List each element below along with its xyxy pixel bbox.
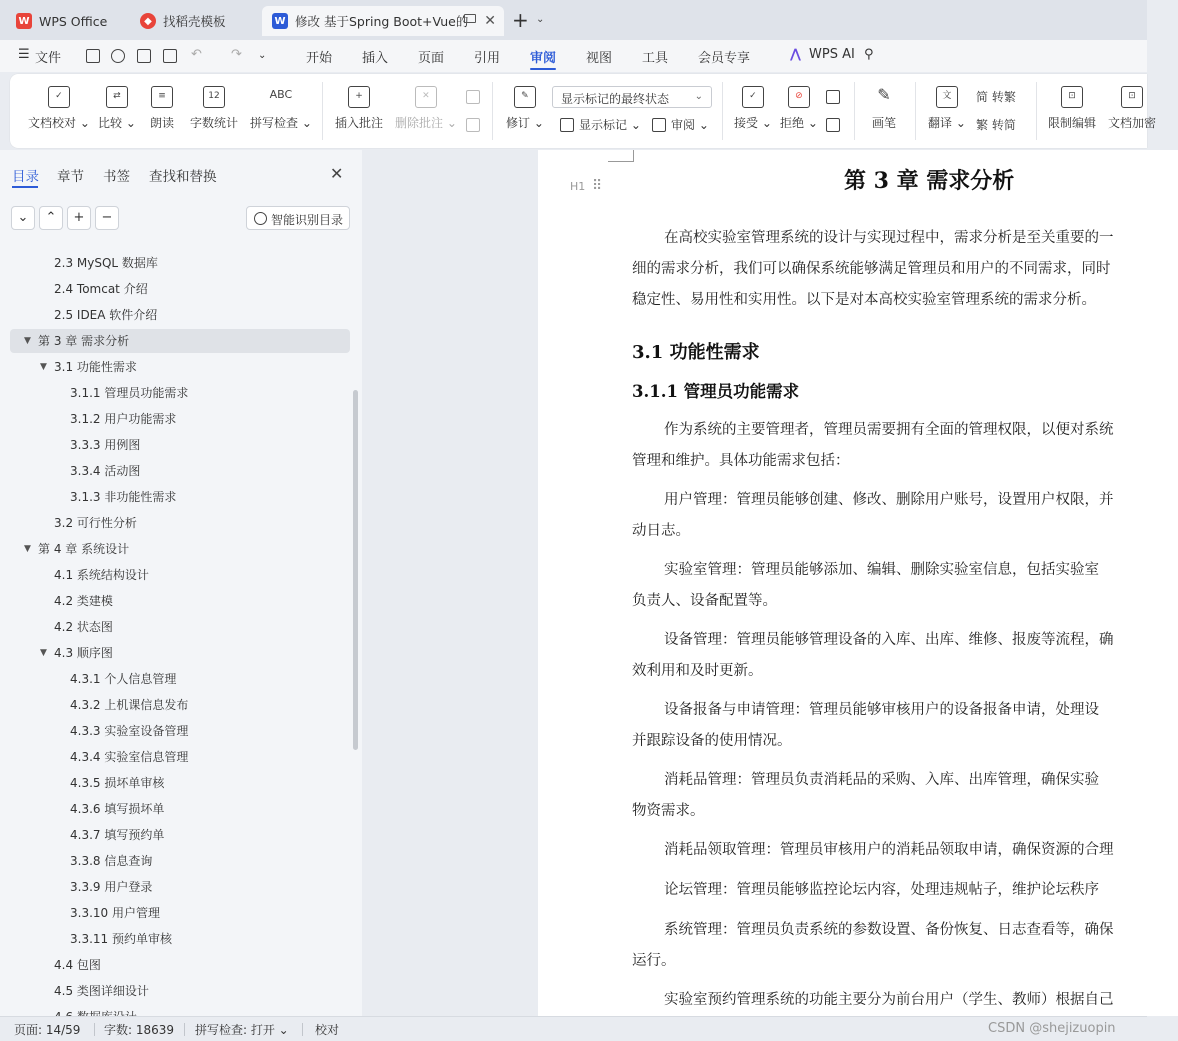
active-menu-underline bbox=[530, 68, 556, 70]
toc-item-label: 2.5 IDEA 软件介绍 bbox=[54, 308, 158, 322]
paragraph-line: 作为系统的主要管理者，管理员需要拥有全面的管理权限，以便对系统 bbox=[664, 422, 1114, 438]
toc-item[interactable] bbox=[10, 563, 340, 587]
toc-item[interactable] bbox=[10, 381, 340, 405]
pen-button[interactable]: ✎ 画笔 bbox=[872, 85, 897, 130]
read-aloud-button[interactable]: ≡ 朗读 bbox=[150, 86, 174, 131]
expand-arrow-icon[interactable]: ▼ bbox=[24, 544, 31, 554]
status-separator bbox=[302, 1023, 303, 1036]
toc-item[interactable] bbox=[10, 693, 340, 717]
toc-item[interactable] bbox=[10, 875, 340, 899]
pen-icon: ✎ bbox=[877, 85, 891, 104]
doc-check-button[interactable]: ✓ 文档校对 ⌄ bbox=[28, 86, 90, 131]
print-icon[interactable] bbox=[137, 49, 151, 63]
save-icon[interactable] bbox=[86, 49, 100, 63]
print-preview-icon[interactable] bbox=[163, 49, 177, 63]
toc-item-label: 4.3.6 填写损坏单 bbox=[70, 802, 165, 816]
read-aloud-icon: ≡ bbox=[151, 86, 173, 108]
translate-icon: 文 bbox=[936, 86, 958, 108]
page-corner-mark bbox=[608, 150, 634, 162]
toc-item-label: 3.3.3 用例图 bbox=[70, 438, 141, 452]
word-count-icon: 12 bbox=[203, 86, 225, 108]
nav-tab-find-replace[interactable]: 查找和替换 bbox=[149, 169, 217, 185]
revise-button[interactable]: ✎ 修订 ⌄ bbox=[506, 86, 544, 131]
toc-item-label: 第 4 章 系统设计 bbox=[38, 542, 130, 556]
toc-item-label: 2.4 Tomcat 介绍 bbox=[54, 282, 148, 296]
toc-item-label: 3.3.11 预约单审核 bbox=[70, 932, 172, 946]
translate-button[interactable]: 文 翻译 ⌄ bbox=[928, 86, 966, 131]
show-markup-button[interactable]: 显示标记 ⌄ bbox=[560, 116, 641, 133]
expand-up-icon[interactable]: ⌃ bbox=[39, 206, 63, 230]
tab-label: WPS Office bbox=[39, 13, 108, 29]
review-pane-button[interactable]: 审阅 ⌄ bbox=[652, 116, 709, 133]
add-heading-icon[interactable]: + bbox=[67, 206, 91, 230]
insert-comment-icon: + bbox=[348, 86, 370, 108]
nav-tab-underline bbox=[12, 186, 38, 188]
toc-item-label: 3.3.8 信息查询 bbox=[70, 854, 153, 868]
collapse-all-icon[interactable]: ⌄ bbox=[11, 206, 35, 230]
nav-tab-sections[interactable]: 章节 bbox=[57, 169, 84, 185]
undo-icon[interactable]: ↶ bbox=[191, 47, 202, 62]
ribbon-separator bbox=[322, 82, 323, 140]
toc-item[interactable] bbox=[10, 251, 340, 275]
smart-toc-icon bbox=[254, 212, 267, 225]
status-separator bbox=[184, 1023, 185, 1036]
compare-icon: ⇄ bbox=[106, 86, 128, 108]
paragraph-line: 负责人、设备配置等。 bbox=[632, 593, 777, 609]
accept-button[interactable]: ✓ 接受 ⌄ bbox=[734, 86, 772, 131]
spell-check-icon: ABC bbox=[269, 88, 293, 101]
toc-item-label: 4.2 状态图 bbox=[54, 620, 113, 634]
document-page[interactable] bbox=[538, 150, 1178, 1016]
toc-item-label: 4.3.1 个人信息管理 bbox=[70, 672, 177, 686]
toc-item[interactable] bbox=[10, 485, 340, 509]
menu-page[interactable]: 页面 bbox=[418, 51, 445, 66]
close-tab-icon[interactable]: ✕ bbox=[484, 13, 496, 29]
toc-item-label: 4.3.2 上机课信息发布 bbox=[70, 698, 189, 712]
hamburger-icon[interactable]: ☰ bbox=[18, 47, 30, 62]
new-tab-icon[interactable]: + bbox=[512, 8, 529, 32]
search-icon[interactable]: ⚲ bbox=[864, 47, 874, 62]
expand-arrow-icon[interactable]: ▼ bbox=[40, 648, 47, 658]
toc-item-label: 4.2 类建模 bbox=[54, 594, 113, 608]
menu-view[interactable]: 视图 bbox=[586, 51, 613, 66]
paragraph-line: 论坛管理：管理员能够监控论坛内容，处理违规帖子，维护论坛秩序 bbox=[664, 882, 1099, 898]
word-count[interactable]: 字数: 18639 bbox=[104, 1023, 175, 1037]
menu-references[interactable]: 引用 bbox=[474, 51, 501, 66]
encrypt-icon: ⊡ bbox=[1121, 86, 1143, 108]
menu-wps-ai[interactable]: WPS AI bbox=[809, 47, 855, 62]
wps-ai-icon[interactable]: ⋀ bbox=[790, 47, 801, 62]
menu-bar bbox=[0, 40, 1147, 72]
wps-logo-icon: W bbox=[16, 13, 32, 29]
menu-insert[interactable]: 插入 bbox=[362, 51, 389, 66]
paragraph-line: 动日志。 bbox=[632, 523, 690, 539]
toc-item-label: 4.4 包图 bbox=[54, 958, 101, 972]
toc-item[interactable] bbox=[10, 823, 340, 847]
toc-item-label: 3.1.3 非功能性需求 bbox=[70, 490, 177, 504]
smart-toc-button[interactable]: 智能识别目录 bbox=[246, 206, 350, 230]
paragraph-line: 消耗品领取管理：管理员审核用户的消耗品领取申请，确保资源的合理 bbox=[664, 842, 1114, 858]
paragraph-line: 实验室管理：管理员能够添加、编辑、删除实验室信息，包括实验室 bbox=[664, 562, 1099, 578]
paragraph-line: 物资需求。 bbox=[632, 803, 705, 819]
docer-icon: ◆ bbox=[140, 13, 156, 29]
spell-check-button[interactable]: ABC 拼写检查 ⌄ bbox=[250, 88, 312, 130]
paragraph-line: 实验室预约管理系统的功能主要分为前台用户（学生、教师）根据自己 bbox=[664, 992, 1114, 1008]
title-tab-bar bbox=[0, 0, 1147, 40]
ribbon-separator bbox=[854, 82, 855, 140]
nav-tab-bookmarks[interactable]: 书签 bbox=[103, 169, 130, 185]
paragraph-line: 运行。 bbox=[632, 953, 676, 969]
toc-item[interactable] bbox=[10, 797, 340, 821]
markup-state-select[interactable]: 显示标记的最终状态 ⌄ bbox=[552, 86, 712, 108]
paragraph-line: 消耗品管理：管理员负责消耗品的采购、入库、出库管理，确保实验 bbox=[664, 772, 1099, 788]
menu-member[interactable]: 会员专享 bbox=[698, 51, 751, 66]
toc-item-label: 4.3.3 实验室设备管理 bbox=[70, 724, 189, 738]
review-pane-icon bbox=[652, 118, 666, 132]
toc-item-label: 3.3.4 活动图 bbox=[70, 464, 141, 478]
next-change-icon[interactable] bbox=[826, 118, 840, 132]
toc-item-label: 3.1 功能性需求 bbox=[54, 360, 137, 374]
toc-item-label: 4.3.7 填写预约单 bbox=[70, 828, 165, 842]
show-markup-icon bbox=[560, 118, 574, 132]
chevron-down-icon[interactable]: ⌄ bbox=[536, 14, 545, 25]
accept-icon: ✓ bbox=[742, 86, 764, 108]
lock-doc-icon: ⊡ bbox=[1061, 86, 1083, 108]
expand-arrow-icon[interactable]: ▼ bbox=[24, 336, 31, 346]
spell-check-status[interactable]: 拼写检查: 打开 ⌄ bbox=[195, 1023, 289, 1037]
menu-review[interactable]: 审阅 bbox=[530, 51, 557, 66]
toc-item-label: 3.3.10 用户管理 bbox=[70, 906, 160, 920]
ribbon-separator bbox=[492, 82, 493, 140]
writer-doc-icon: W bbox=[272, 13, 288, 29]
paragraph-line: 稳定性、易用性和实用性。以下是对本高校实验室管理系统的需求分析。 bbox=[632, 292, 1096, 308]
compare-button[interactable]: ⇄ 比较 ⌄ bbox=[98, 86, 136, 131]
menu-file[interactable]: 文件 bbox=[35, 51, 62, 66]
toc-item-label: 4.1 系统结构设计 bbox=[54, 568, 149, 582]
quick-access-more-icon[interactable]: ⌄ bbox=[258, 50, 267, 61]
menu-home[interactable]: 开始 bbox=[306, 51, 333, 66]
ribbon-separator bbox=[915, 82, 916, 140]
toc-item-label: 2.3 MySQL 数据库 bbox=[54, 256, 158, 270]
paragraph-line: 用户管理：管理员能够创建、修改、删除用户账号，设置用户权限，并 bbox=[664, 492, 1114, 508]
toc-item-label: 4.3.4 实验室信息管理 bbox=[70, 750, 189, 764]
toc-item[interactable] bbox=[10, 979, 340, 1003]
paragraph-line: 效利用和及时更新。 bbox=[632, 663, 763, 679]
toc-item-label: 第 3 章 需求分析 bbox=[38, 334, 130, 348]
delete-comment-button[interactable]: ✕ 删除批注 ⌄ bbox=[395, 86, 457, 131]
delete-comment-icon: ✕ bbox=[415, 86, 437, 108]
toc-item-label: 3.3.9 用户登录 bbox=[70, 880, 153, 894]
paragraph-line: 设备报备与申请管理：管理员能够审核用户的设备报备申请，处理设 bbox=[664, 702, 1099, 718]
proofread-status[interactable]: 校对 bbox=[315, 1023, 340, 1037]
monitor-icon[interactable] bbox=[464, 14, 476, 23]
drag-handle-icon[interactable]: ⠿ bbox=[592, 178, 601, 194]
status-separator bbox=[94, 1023, 95, 1036]
tab-docer-templates[interactable] bbox=[130, 6, 258, 36]
word-count-button[interactable]: 12 字数统计 bbox=[190, 86, 238, 131]
toc-item[interactable] bbox=[10, 303, 340, 327]
next-comment-icon[interactable] bbox=[466, 118, 480, 132]
toc-item[interactable] bbox=[10, 849, 340, 873]
toc-item[interactable] bbox=[10, 407, 340, 431]
toc-item[interactable] bbox=[10, 511, 340, 535]
menu-tools[interactable]: 工具 bbox=[642, 51, 669, 66]
nav-tab-toc[interactable]: 目录 bbox=[12, 169, 39, 185]
heading-level-marker: H1 bbox=[570, 180, 586, 193]
revise-icon: ✎ bbox=[514, 86, 536, 108]
restrict-edit-button[interactable]: ⊡ 限制编辑 bbox=[1048, 86, 1096, 131]
toc-item[interactable] bbox=[10, 277, 340, 301]
paragraph-line: 设备管理：管理员能够管理设备的入库、出库、维修、报废等流程，确 bbox=[664, 632, 1114, 648]
section-heading: 3.1 功能性需求 bbox=[632, 342, 760, 363]
ribbon-separator bbox=[1036, 82, 1037, 140]
toc-item[interactable] bbox=[10, 355, 340, 379]
previous-change-icon[interactable] bbox=[826, 90, 840, 104]
doc-encrypt-button[interactable]: ⊡ 文档加密 bbox=[1108, 86, 1156, 131]
tab-label: 修改 基于Spring Boot+Vue的 bbox=[295, 14, 469, 29]
reject-button[interactable]: ⊘ 拒绝 ⌄ bbox=[780, 86, 818, 131]
watermark-text: CSDN @shejizuopin bbox=[988, 1021, 1116, 1036]
toc-item[interactable] bbox=[10, 537, 340, 561]
toc-item-label: 4.3 顺序图 bbox=[54, 646, 113, 660]
toc-item-label: 3.2 可行性分析 bbox=[54, 516, 137, 530]
redo-icon[interactable]: ↷ bbox=[231, 47, 242, 62]
paragraph-line: 管理和维护。具体功能需求包括： bbox=[632, 453, 850, 469]
toc-item[interactable] bbox=[10, 615, 340, 639]
reject-icon: ⊘ bbox=[788, 86, 810, 108]
doc-check-icon: ✓ bbox=[48, 86, 70, 108]
toc-item[interactable] bbox=[10, 329, 350, 353]
toc-item[interactable] bbox=[10, 667, 340, 691]
toc-item-label: 3.1.2 用户功能需求 bbox=[70, 412, 177, 426]
toc-item[interactable] bbox=[10, 589, 340, 613]
chapter-title: 第 3 章 需求分析 bbox=[844, 168, 1015, 194]
status-bar bbox=[0, 1016, 1147, 1041]
to-simplified-button[interactable]: 繁 转简 bbox=[976, 118, 1016, 132]
tab-current-document[interactable] bbox=[262, 6, 504, 36]
toc-item[interactable] bbox=[10, 901, 340, 925]
toc-item[interactable] bbox=[10, 641, 340, 665]
close-pane-icon[interactable]: ✕ bbox=[330, 164, 344, 183]
tab-wps-office[interactable] bbox=[6, 6, 124, 36]
chevron-down-icon: ⌄ bbox=[694, 91, 703, 102]
document-canvas bbox=[362, 150, 1147, 1016]
toc-item[interactable] bbox=[10, 927, 340, 951]
tab-label: 找稻壳模板 bbox=[163, 14, 226, 29]
nav-scrollbar[interactable] bbox=[353, 390, 358, 750]
navigation-pane bbox=[0, 150, 362, 1016]
ribbon-separator bbox=[722, 82, 723, 140]
toc-item-label: 4.5 类图详细设计 bbox=[54, 984, 149, 998]
paragraph-line: 系统管理：管理员负责系统的参数设置、备份恢复、日志查看等，确保 bbox=[664, 922, 1114, 938]
review-ribbon bbox=[10, 74, 1157, 148]
expand-arrow-icon[interactable]: ▼ bbox=[40, 362, 47, 372]
paragraph-line: 细的需求分析，我们可以确保系统能够满足管理员和用户的不同需求，同时 bbox=[632, 261, 1111, 277]
toc-item[interactable] bbox=[10, 719, 340, 743]
toc-item-label: 3.1.1 管理员功能需求 bbox=[70, 386, 189, 400]
toc-item[interactable] bbox=[10, 745, 340, 769]
subsection-heading: 3.1.1 管理员功能需求 bbox=[632, 382, 800, 401]
remove-heading-icon[interactable]: − bbox=[95, 206, 119, 230]
toc-item[interactable] bbox=[10, 953, 340, 977]
to-traditional-button[interactable]: 简 转繁 bbox=[976, 90, 1016, 104]
toc-item[interactable] bbox=[10, 459, 340, 483]
insert-comment-button[interactable]: + 插入批注 bbox=[335, 86, 383, 131]
toc-item-label: 4.3.5 损坏单审核 bbox=[70, 776, 165, 790]
toc-item[interactable] bbox=[10, 771, 340, 795]
page-indicator[interactable]: 页面: 14/59 bbox=[14, 1023, 81, 1037]
paragraph-line: 并跟踪设备的使用情况。 bbox=[632, 733, 792, 749]
previous-comment-icon[interactable] bbox=[466, 90, 480, 104]
paragraph-line: 在高校实验室管理系统的设计与实现过程中，需求分析是至关重要的一 bbox=[664, 230, 1114, 246]
share-icon[interactable] bbox=[111, 49, 125, 63]
toc-item[interactable] bbox=[10, 433, 340, 457]
